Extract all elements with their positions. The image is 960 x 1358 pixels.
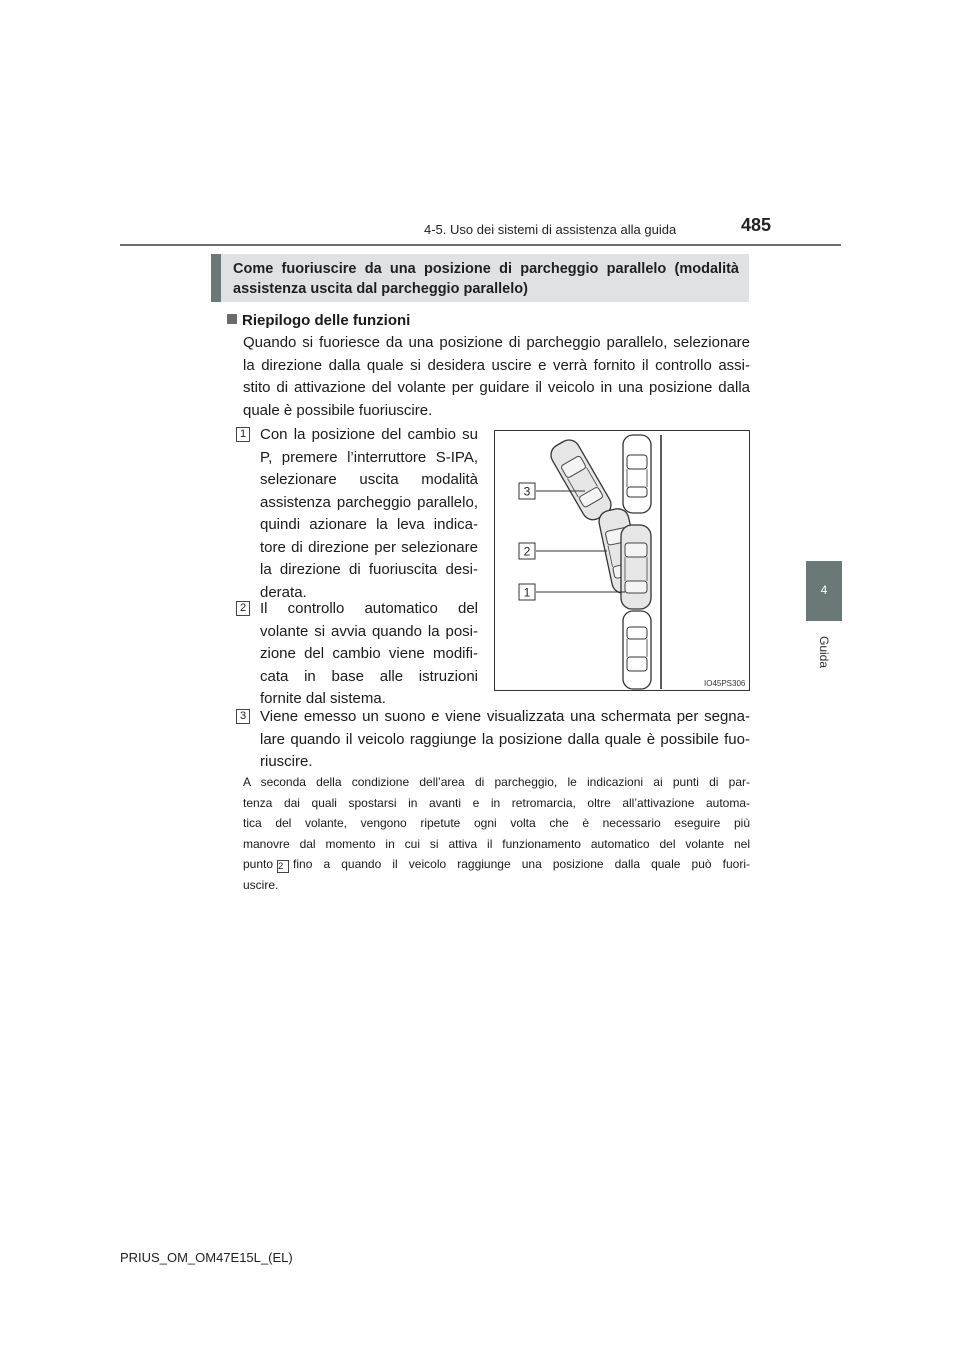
- chapter-label-box: [806, 624, 842, 680]
- section-title-line-2: assistenza uscita dal parcheggio parallelo): [233, 281, 528, 297]
- chapter-tab: 4: [806, 561, 842, 621]
- step-line: Con la posizione del cambio su: [260, 426, 478, 443]
- step-line: P, premere l’interruttore S-IPA,: [260, 448, 478, 466]
- summary-line: Quando si fuoriesce da una posizione di parcheggio parallelo, selezionare: [243, 334, 750, 351]
- section-title-line-1: Come fuoriuscire da una posizione di parcheggio parallelo (modalità: [233, 261, 739, 277]
- square-bullet-icon: [227, 314, 237, 324]
- car-position-1-icon: [621, 525, 651, 609]
- note-line: tica del volante, vengono ripetute ogni volta che è necessario eseguire più: [243, 816, 750, 830]
- header-rule: [120, 244, 841, 246]
- parking-exit-illustration: [494, 430, 750, 691]
- step-line: tore di direzione per selezionare: [260, 538, 478, 556]
- step-line: volante si avvia quando la posi-: [260, 622, 478, 640]
- step-number-3: 3: [236, 709, 250, 724]
- step-number-1: 1: [236, 427, 250, 442]
- callout-label-2: 2: [523, 544, 531, 559]
- step-1-text: [260, 424, 478, 604]
- chapter-label: Guida: [817, 635, 831, 669]
- note-line: uscire.: [243, 877, 279, 892]
- step-line: la direzione di fuoriuscita desi-: [260, 561, 478, 578]
- callout-label-1: 1: [523, 585, 531, 600]
- note-line-5-post: fino a quando il veicolo raggiunge una posizione dalla quale può fuori-: [293, 857, 750, 871]
- summary-paragraph: [243, 332, 750, 422]
- step-3-text: [260, 706, 750, 774]
- step-line: lare quando il veicolo raggiunge la posizione dalla quale è possibile fuo-: [260, 730, 750, 748]
- step-line: riuscire.: [260, 753, 313, 770]
- step-number-2: 2: [236, 601, 250, 616]
- note-line: tenza dai quali spostarsi in avanti e in retromarcia, oltre all’attivazione automa-: [243, 795, 750, 810]
- step-line: derata.: [260, 583, 307, 601]
- note-line-5: [243, 854, 750, 875]
- note-line-5-pre: punto: [243, 857, 274, 871]
- step-2-text: [260, 598, 478, 711]
- note-line: A seconda della condizione dell’area di parcheggio, le indicazioni ai punti di par-: [243, 775, 750, 789]
- step-line: assistenza parcheggio parallelo,: [260, 493, 478, 511]
- step-line: zione del cambio viene modifi-: [260, 645, 478, 662]
- summary-line: quale è possibile fuoriuscire.: [243, 401, 433, 419]
- footer-doc-code: PRIUS_OM_OM47E15L_(EL): [120, 1250, 293, 1265]
- car-position-3-icon: [547, 436, 615, 524]
- note-line: manovre dal momento in cui si attiva il funzionamento automatico del volante nel: [243, 836, 750, 851]
- subheading: [227, 312, 410, 329]
- note-step-ref: 2: [277, 860, 289, 873]
- summary-line: la direzione dalla quale si desidera uscire e verrà fornito il controllo assi-: [243, 356, 750, 374]
- parked-car-front-icon: [623, 435, 651, 513]
- step-line: Il controllo automatico del: [260, 600, 478, 617]
- page-number: 485: [741, 215, 772, 235]
- step-line: fornite dal sistema.: [260, 690, 386, 707]
- step-line: Viene emesso un suono e viene visualizzata una schermata per segna-: [260, 708, 750, 725]
- step-line: quindi azionare la leva indica-: [260, 516, 478, 533]
- figure-code: IO45PS306: [704, 679, 746, 688]
- step-line: cata in base alle istruzioni: [260, 667, 478, 685]
- running-header-section: 4-5. Uso dei sistemi di assistenza alla guida: [424, 222, 677, 237]
- callout-label-3: 3: [523, 484, 531, 499]
- step-line: selezionare uscita modalità: [260, 471, 478, 488]
- parked-car-rear-icon: [623, 611, 651, 689]
- summary-line: stito di attivazione del volante per guidare il veicolo in una posizione dalla: [243, 379, 750, 396]
- section-title: [211, 254, 749, 302]
- parking-diagram: [495, 431, 749, 690]
- note-paragraph: [243, 772, 750, 895]
- subheading-text: Riepilogo delle funzioni: [242, 312, 411, 329]
